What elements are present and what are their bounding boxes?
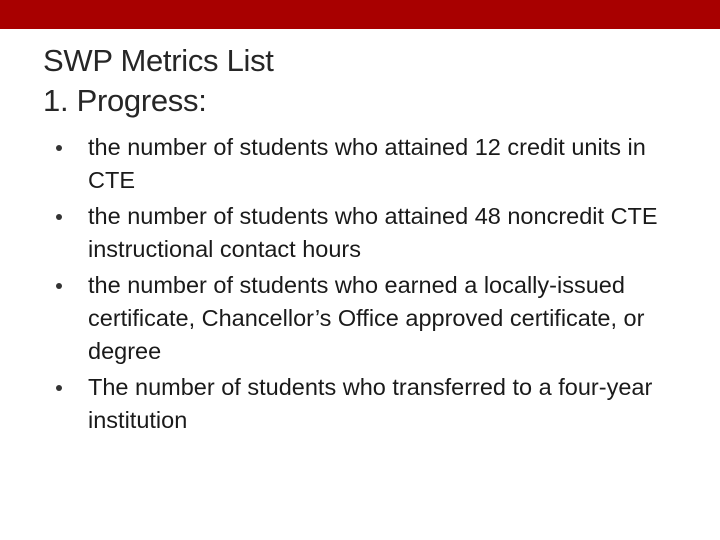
bullet-dot-icon (56, 214, 62, 220)
list-item (0, 371, 720, 437)
list-item (0, 131, 720, 197)
header-accent-bar (0, 0, 720, 29)
bullet-list (0, 131, 720, 437)
bullet-dot-icon (56, 385, 62, 391)
slide-title (43, 41, 683, 121)
bullet-text: the number of students who earned a locally-issued certificate, Chancellor’s Office approved certificate, or degree (88, 272, 645, 364)
slide-title-line-1: SWP Metrics List (43, 43, 274, 78)
bullet-dot-icon (56, 145, 62, 151)
bullet-text: the number of students who attained 48 noncredit CTE instructional contact hours (88, 203, 658, 262)
list-item (0, 269, 720, 368)
list-item (0, 200, 720, 266)
bullet-text: The number of students who transferred to a four-year institution (88, 374, 653, 433)
slide-title-line-2: 1. Progress: (43, 83, 207, 118)
bullet-dot-icon (56, 283, 62, 289)
bullet-text: the number of students who attained 12 credit units in CTE (88, 134, 646, 193)
